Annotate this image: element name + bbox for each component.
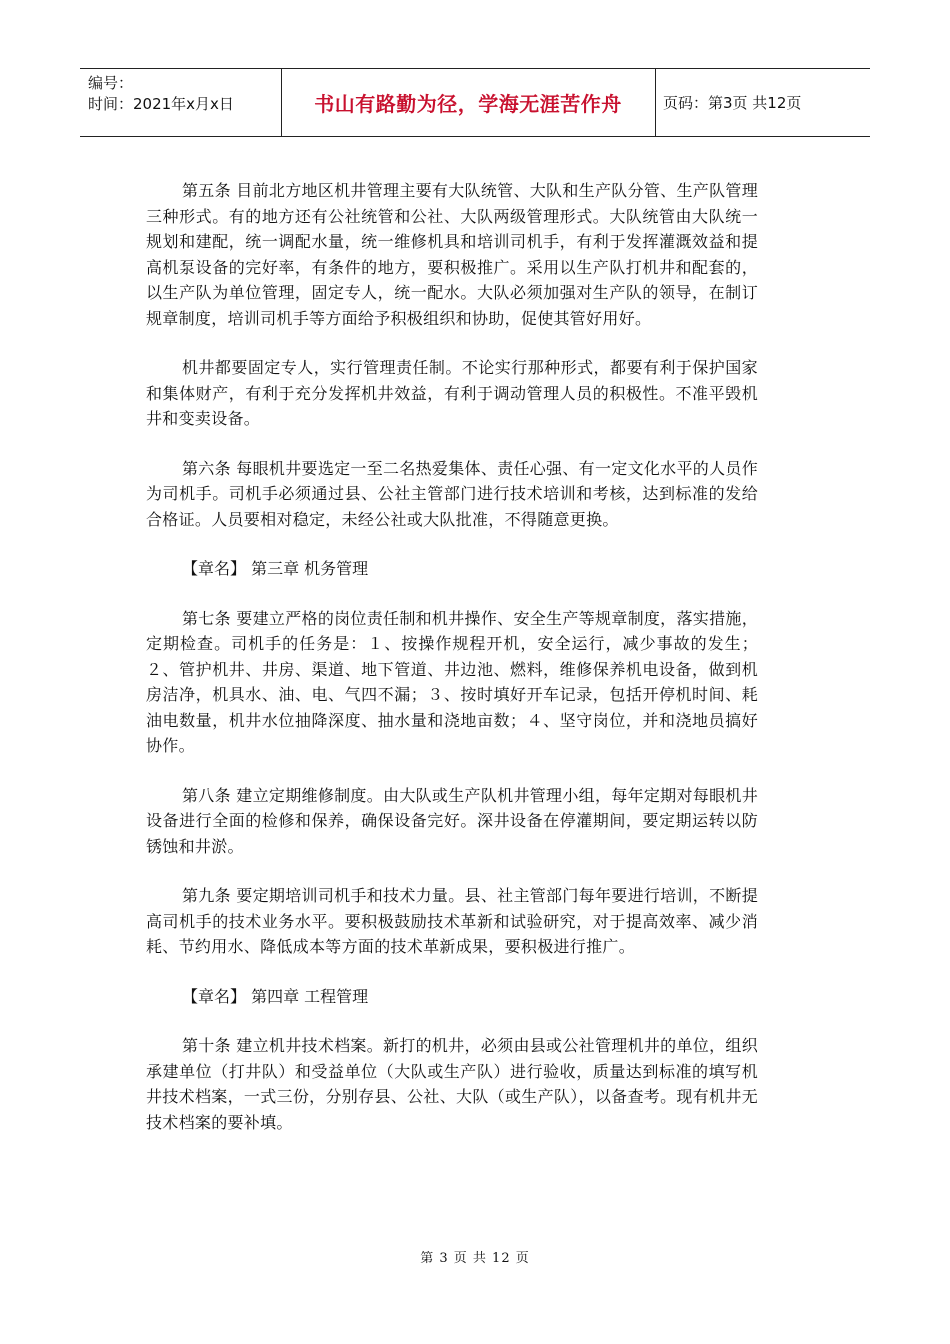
document-number: 编号：	[88, 74, 134, 92]
document-time: 时间：2021年x月x日	[88, 95, 234, 113]
article-paragraph: 第八条 建立定期维修制度。由大队或生产队机井管理小组，每年定期对每眼机井设备进行全面的检修和保养，确保设备完好。深井设备在停灌期间，要定期运转以防锈蚀和井淤。	[146, 785, 758, 856]
header-page-info: 页码：第3页 共12页	[663, 94, 802, 112]
header-table	[80, 68, 870, 137]
article-paragraph: 第十条 建立机井技术档案。新打的机井，必须由县或公社管理机井的单位，组织承建单位（打井队）和受益单位（大队或生产队）进行验收，质量达到标准的填写机井技术档案，一式三份，分别存县、公社、大队（或生产队），以备查考。现有机井无技术档案的要补填。	[146, 1036, 758, 1132]
article-paragraph: 第七条 要建立严格的岗位责任制和机井操作、安全生产等规章制度，落实措施，定期检查。司机手的任务是：１、按操作规程开机，安全运行，减少事故的发生；２、管护机井、井房、渠道、地下管道、井边池、燃料，维修保养机电设备，做到机房洁净，机具水、油、电、气四不漏；３、按时填好开车记录，包括开停机时间、耗油电数量，机井水位抽降深度、抽水量和浇地亩数；４、坚守岗位，并和浇地员搞好协作。	[146, 608, 758, 755]
chapter-heading: 【章名】 第三章 机务管理	[182, 559, 369, 578]
article-paragraph: 机井都要固定专人，实行管理责任制。不论实行那种形式，都要有利于保护国家和集体财产，有利于充分发挥机井效益，有利于调动管理人员的积极性。不准平毁机井和变卖设备。	[146, 358, 758, 428]
chapter-heading: 【章名】 第四章 工程管理	[182, 986, 369, 1006]
article-paragraph: 第六条 每眼机井要选定一至二名热爱集体、责任心强、有一定文化水平的人员作为司机手。司机手必须通过县、公社主管部门进行技术培训和考核，达到标准的发给合格证。人员要相对稳定，未经公社或大队批准，不得随意更换。	[146, 458, 758, 529]
header-divider	[655, 69, 656, 136]
header-meta	[88, 73, 278, 115]
header-motto: 书山有路勤为径，学海无涯苦作舟	[314, 92, 622, 116]
page-footer: 第 3 页 共 12 页	[420, 1251, 530, 1266]
article-paragraph: 第五条 目前北方地区机井管理主要有大队统管、大队和生产队分管、生产队管理三种形式。有的地方还有公社统管和公社、大队两级管理形式。大队统管由大队统一规划和建配，统一调配水量，统一维修机具和培训司机手，有利于发挥灌溉效益和提高机泵设备的完好率，有条件的地方，要积极推广。采用以生产队打机井和配套的，以生产队为单位管理，固定专人，统一配水。大队必须加强对生产队的领导，在制订规章制度，培训司机手等方面给予积极组织和协助，促使其管好用好。	[146, 181, 758, 328]
document-body	[146, 178, 758, 1159]
article-paragraph: 第九条 要定期培训司机手和技术力量。县、社主管部门每年要进行培训，不断提高司机手的技术业务水平。要积极鼓励技术革新和试验研究，对于提高效率、减少消耗、节约用水、降低成本等方面的技术革新成果，要积极进行推广。	[146, 886, 758, 956]
